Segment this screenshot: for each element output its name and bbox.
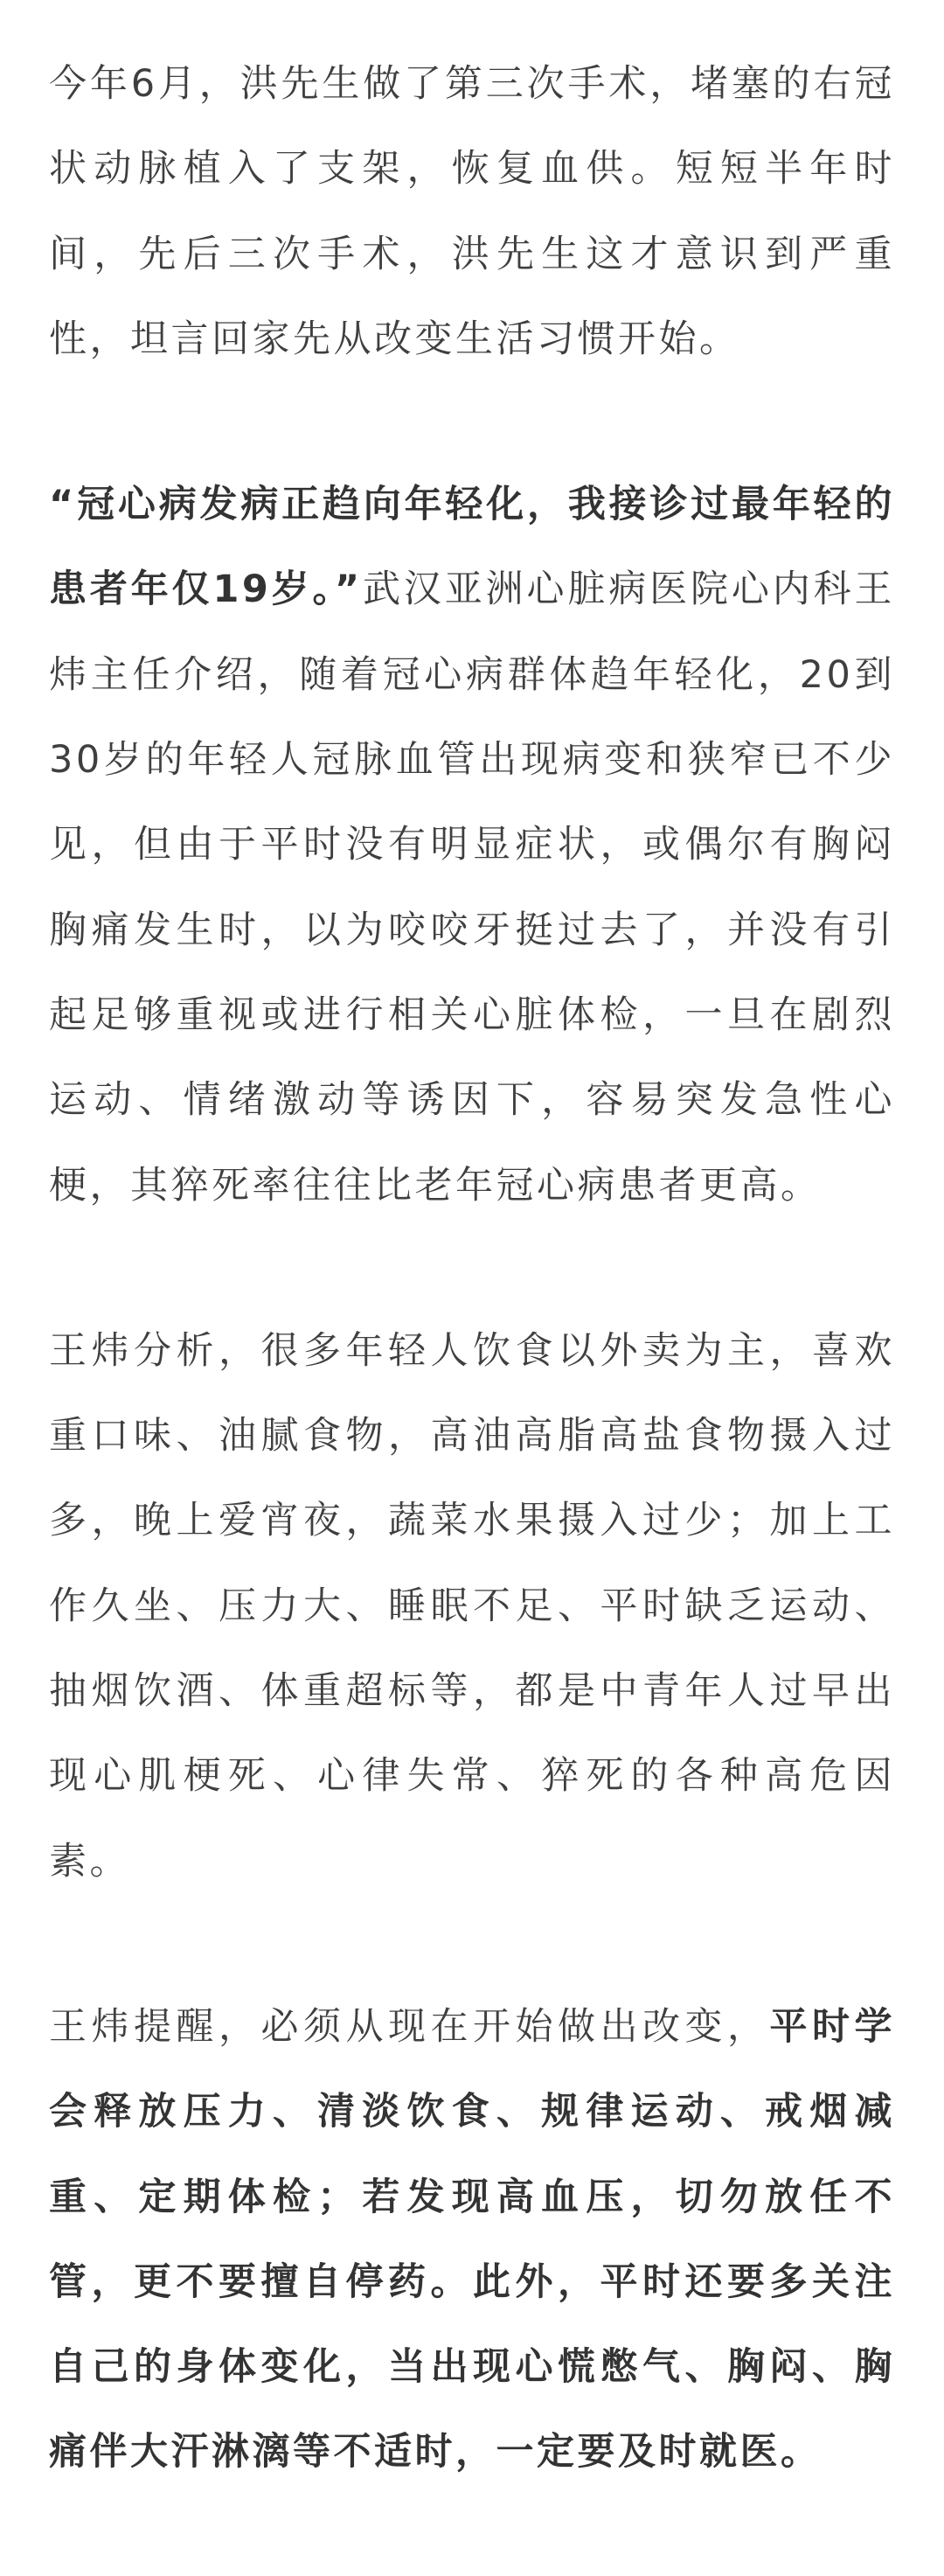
paragraph-advice <box>0 1985 944 2496</box>
quote-text: “冠心病发病正趋向年轻化，我接诊过最年轻的患者年仅19岁。” <box>49 483 895 612</box>
paragraph-text: 王炜提醒，必须从现在开始做出改变， <box>49 2004 770 2049</box>
advice-highlight-text: 平时学会释放压力、清淡饮食、规律运动、戒烟减重、定期体检；若发现高血压，切勿放任不管，更不要擅自停药。此外，平时还要多关注自己的身体变化，当出现心慌憋气、胸闷、胸痛伴大汗淋漓等不适时，一定要及时就医。 <box>49 2004 895 2475</box>
paragraph-young-patients <box>0 463 944 1229</box>
paragraph-surgery <box>0 42 944 382</box>
paragraph-text: 今年6月，洪先生做了第三次手术，堵塞的右冠状动脉植入了支架，恢复血供。短短半年时间，先后三次手术，洪先生这才意识到严重性，坦言回家先从改变生活习惯开始。 <box>49 62 895 361</box>
article-body <box>0 42 944 2576</box>
paragraph-text: 王炜分析，很多年轻人饮食以外卖为主，喜欢重口味、油腻食物，高油高脂高盐食物摄入过多，晚上爱宵夜，蔬菜水果摄入过少；加上工作久坐、压力大、睡眠不足、平时缺乏运动、抽烟饮酒、体重超标等，都是中青年人过早出现心肌梗死、心律失常、猝死的各种高危因素。 <box>49 1328 895 1883</box>
paragraph-text: 武汉亚洲心脏病医院心内科王炜主任介绍，随着冠心病群体趋年轻化，20到30岁的年轻人冠脉血管出现病变和狭窄已不少见，但由于平时没有明显症状，或偶尔有胸闷胸痛发生时，以为咬咬牙挺过去了，并没有引起足够重视或进行相关心脏体检，一旦在剧烈运动、情绪激动等诱因下，容易突发急性心梗，其猝死率往往比老年冠心病患者更高。 <box>49 567 895 1208</box>
paragraph-risk-factors <box>0 1309 944 1904</box>
